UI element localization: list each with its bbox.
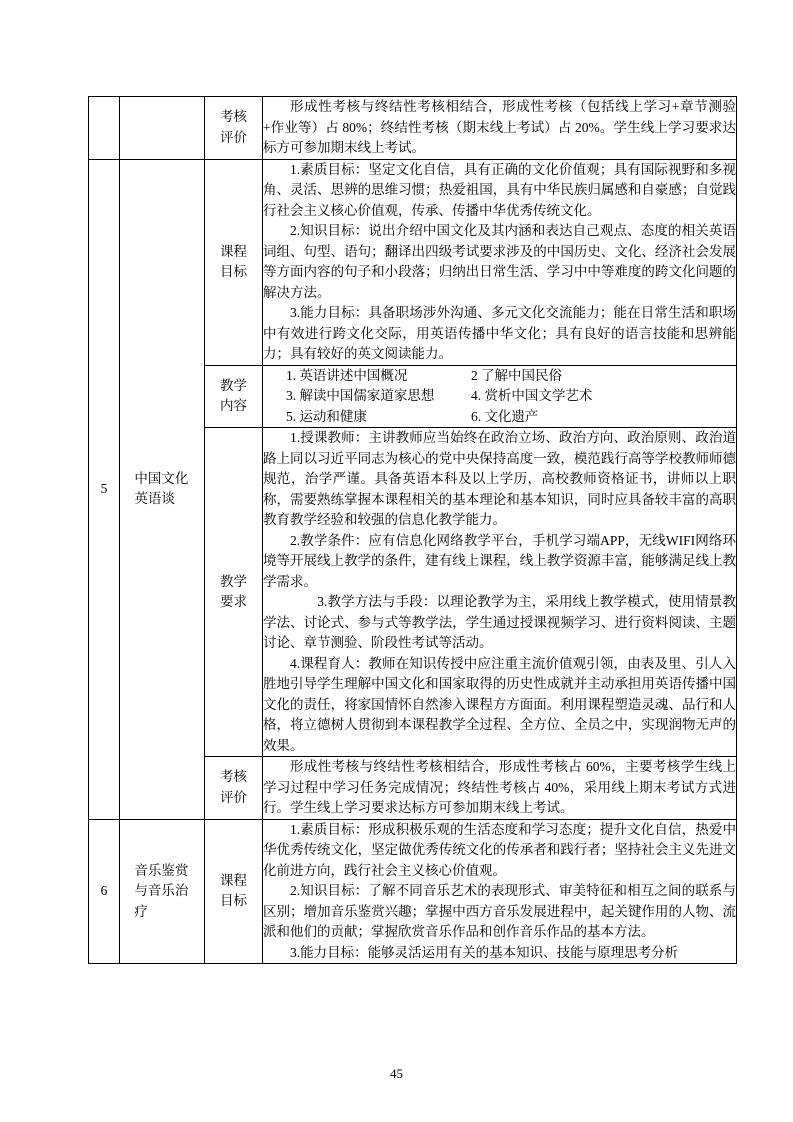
category-label: 教学要求 (220, 573, 247, 609)
category-cell (205, 757, 263, 820)
category-label: 教学内容 (220, 377, 247, 414)
content-item: 3. 解读中国儒家道家思想 (285, 388, 435, 403)
category-cell (205, 819, 263, 964)
section-content-cell (263, 97, 737, 160)
content-paragraph: 1.素质目标：坚定文化自信，具有正确的文化价值观；具有国际视野和多视角、灵活、思辨的思维习惯；热爱祖国，具有中华民族归属感和自豪感；自觉践行社会主义核心价值观，传承、传播中华优秀传统文化。 (263, 161, 736, 218)
section-content-cell (263, 757, 737, 820)
table-row (89, 159, 737, 365)
content-item: 6. 文化遗产 (470, 408, 539, 424)
section-content-cell (263, 819, 737, 964)
category-label: 课程目标 (220, 243, 247, 279)
category-cell (205, 97, 263, 160)
content-paragraph: 3.能力目标：能够灵活运用有关的基本知识、技能与原理思考分析 (290, 944, 679, 960)
course-number-cell: 5 (89, 159, 120, 819)
content-paragraph: 3.能力目标：具备职场涉外沟通、多元文化交流能力；能在日常生活和职场中有效进行跨文化交际，用英语传播中华文化；具有良好的语言技能和思辨能力；具有较好的英文阅读能力。 (263, 305, 736, 361)
content-paragraph: 形成性考核与终结性考核相结合，形成性考核占 60%，主要考核学生线上学习过程中学习任务完成情况；终结性考核占 40%，采用线上期末考试方式进行。学生线上学习要求达标方可参加期末线上考试。 (263, 759, 736, 815)
course-name: 中国文化英语谈 (134, 470, 189, 506)
content-paragraph: 1.授课教师：主讲教师应当始终在政治立场、政治方向、政治原则、政治道路上同以习近平同志为核心的党中央保持高度一致，模范践行高等学校教师师德规范，治学严谨。具备英语本科及以上学历，高校教师资格证书，讲师以上职称，需要熟练掌握本课程相关的基本理论和基本知识，同时应具备较丰富的高职教育教学经验和较强的信息化教学能力。 (263, 430, 736, 527)
table-row (89, 819, 737, 964)
content-pair-line (263, 366, 736, 387)
content-paragraph: 2.知识目标：了解不同音乐艺术的表现形式、审美特征和相互之间的联系与区别；增加音乐鉴赏兴趣；掌握中西方音乐发展进程中，起关键作用的人物、流派和他们的贡献；掌握欣赏音乐作品和创作音乐作品的基本方法。 (263, 883, 736, 939)
content-item: 4. 赏析中国文学艺术 (470, 388, 593, 403)
table-row-continuation (89, 97, 737, 160)
category-label: 课程目标 (220, 872, 247, 909)
category-cell (205, 159, 263, 365)
course-syllabus-table (88, 96, 737, 964)
category-cell (205, 365, 263, 428)
course-name: 音乐鉴赏与音乐治疗 (134, 862, 189, 919)
course-number-cell: 6 (89, 819, 120, 964)
page-number: 45 (390, 1066, 403, 1081)
content-paragraph: 4.课程育人：教师在知识传授中应注重主流价值观引领，由表及里、引人入胜地引导学生理解中国文化和国家取得的历史性成就并主动承担用英语传播中国文化的责任，将家国情怀自然渗入课程方方面面。利用课程塑造灵魂、品行和人格，将立德树人贯彻到本课程教学全过程、全方位、全员之中，实现润物无声的效果。 (263, 655, 736, 753)
content-pair-line (263, 386, 736, 407)
content-paragraph: 2.教学条件：应有信息化网络教学平台，手机学习端APP，无线WIFI网络环境等开展线上教学的条件，建有线上课程，线上教学资源丰富，能够满足线上教学需求。 (263, 532, 736, 589)
content-pair-line (263, 407, 736, 428)
course-name-cell (120, 97, 205, 160)
content-paragraph: 1.素质目标：形成积极乐观的生活态度和学习态度；提升文化自信，热爱中华优秀传统文化，坚定做优秀传统文化的传承者和践行者；坚持社会主义先进文化前进方向，践行社会主义核心价值观。 (263, 821, 736, 878)
course-name-cell (120, 159, 205, 819)
section-content-cell (263, 159, 737, 365)
syllabus-table-body (89, 97, 737, 964)
content-item: 5. 运动和健康 (285, 408, 367, 424)
course-name-cell (120, 819, 205, 964)
content-paragraph: 3.教学方法与手段：以理论教学为主，采用线上教学模式，使用情景教学法、讨论式、参与式等教学法，学生通过授课视频学习、进行资料阅读、主题讨论、章节测验、阶段性考试等活动。 (263, 594, 736, 650)
category-cell (205, 428, 263, 757)
section-content-cell (263, 365, 737, 428)
category-label: 考核评价 (220, 109, 247, 145)
category-label: 考核评价 (220, 769, 247, 805)
section-content-cell (263, 428, 737, 757)
content-paragraph: 形成性考核与终结性考核相结合，形成性考核（包括线上学习+章节测验+作业等）占 80%；终结性考核（期末线上考试）占 20%。学生线上学习要求达标方可参加期末线上考试。 (263, 99, 736, 155)
content-item: 1. 英语讲述中国概况 (285, 367, 408, 383)
content-paragraph: 2.知识目标：说出介绍中国文化及其内涵和表达自己观点、态度的相关英语词组、句型、语句；翻译出四级考试要求涉及的中国历史、文化、经济社会发展等方面内容的句子和小段落；归纳出日常生活、学习中中等难度的跨文化问题的解决方法。 (263, 223, 736, 300)
content-item: 2 了解中国民俗 (470, 367, 563, 383)
course-number-cell (89, 97, 120, 160)
